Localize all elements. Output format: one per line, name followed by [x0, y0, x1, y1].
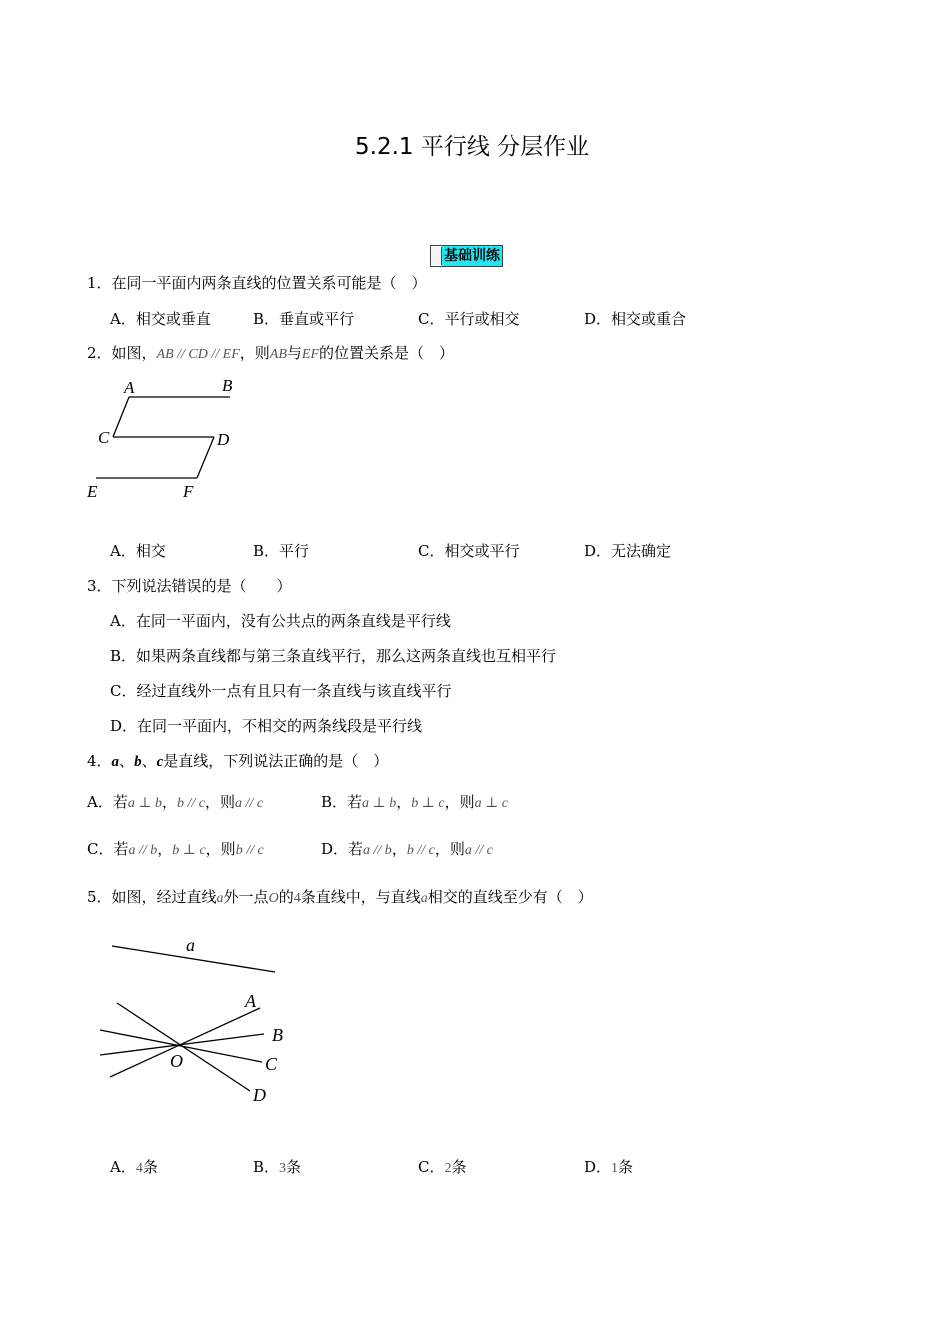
label-d: D: [217, 430, 230, 449]
q5-part-3: 的: [278, 888, 294, 906]
q2-option-c: C．相交或平行: [418, 542, 520, 560]
q4d-math-3: a // c: [464, 843, 493, 858]
q4d-sep-1: ，: [391, 840, 407, 858]
q4c-math-3: b // c: [235, 843, 264, 858]
q4d-math-1: a // b: [363, 843, 392, 858]
q5-part-2: 外一点: [223, 888, 269, 906]
label-f: F: [183, 482, 194, 501]
q1-option-a: A．相交或垂直: [110, 310, 211, 328]
q4c-sep-2: ，则: [205, 840, 236, 858]
label-b: B: [222, 376, 233, 395]
section-label: 基础训练: [444, 248, 500, 264]
q5c-label: C．: [418, 1158, 445, 1176]
question-3-stem: 3．下列说法错误的是（ ）: [87, 577, 292, 595]
q4a-math-2: b // c: [177, 796, 206, 811]
label-a: A: [124, 378, 135, 397]
q4c-sep-1: ，: [157, 840, 173, 858]
q3-option-a: A．在同一平面内，没有公共点的两条直线是平行线: [110, 612, 451, 630]
q4a-label: A．若: [87, 793, 128, 811]
label-point-b: B: [272, 1025, 283, 1045]
q5d-unit: 条: [618, 1158, 634, 1176]
q2-option-d: D．无法确定: [584, 542, 672, 560]
q2-math-ef: EF: [301, 347, 320, 362]
q2-suffix: 的位置关系是（ ）: [319, 344, 455, 362]
q5a-label: A．: [110, 1158, 136, 1176]
q5-option-b: [253, 1156, 301, 1177]
section-marker: [431, 247, 442, 265]
q4-stem-tail: 是直线，下列说法正确的是（ ）: [163, 752, 389, 770]
q5-option-a: [110, 1156, 158, 1177]
q5-part-4: 条直线中，与直线: [300, 888, 421, 906]
q4a-math-3: a // c: [235, 796, 264, 811]
q2-option-b: B．平行: [253, 542, 310, 560]
line-oa: [110, 1008, 260, 1077]
label-c: C: [98, 428, 110, 447]
q5d-number: 1: [611, 1161, 619, 1176]
q4-var-c: c: [156, 754, 164, 770]
q5-math-o: O: [268, 891, 279, 906]
page-title: 5.2.1 平行线 分层作业: [355, 134, 590, 160]
q5b-unit: 条: [286, 1158, 302, 1176]
q4-var-b: b: [134, 754, 142, 770]
q4-number: 4．: [87, 752, 112, 770]
q5-math-a: a: [216, 891, 224, 906]
q5-part-5: 相交的直线至少有（ ）: [427, 888, 593, 906]
q3-option-d: D．在同一平面内，不相交的两条线段是平行线: [110, 717, 423, 735]
question-1-stem: 1．在同一平面内两条直线的位置关系可能是（ ）: [87, 274, 427, 292]
q4c-math-2: b ⊥ c: [172, 843, 206, 858]
q5b-number: 3: [279, 1161, 287, 1176]
label-point-a: A: [245, 991, 256, 1011]
q4a-sep-2: ，则: [205, 793, 236, 811]
q2-and: 与: [286, 344, 302, 362]
line-df: [197, 437, 214, 478]
q4b-sep-2: ，则: [444, 793, 475, 811]
question-2-stem: [87, 342, 454, 363]
label-point-d: D: [253, 1085, 266, 1105]
q5-option-d: [584, 1156, 633, 1177]
q4-option-d: [321, 838, 493, 859]
q4a-sep-1: ，: [162, 793, 178, 811]
q2-figure: [80, 370, 260, 505]
q3-option-c: C．经过直线外一点有且只有一条直线与该直线平行: [110, 682, 452, 700]
q1-option-b: B．垂直或平行: [253, 310, 355, 328]
q4c-math-1: a // b: [128, 843, 158, 858]
q5-figure: [90, 925, 300, 1110]
q4c-label: C．若: [87, 840, 129, 858]
q2-math-ab: AB: [269, 347, 287, 362]
q4a-math-1: a ⊥ b: [127, 796, 163, 811]
label-point-o: O: [170, 1051, 183, 1071]
q5a-number: 4: [135, 1161, 143, 1176]
q2-math-parallel: AB // CD // EF: [156, 347, 240, 362]
q5-math-4: 4: [293, 891, 301, 906]
q4d-sep-2: ，则: [434, 840, 465, 858]
q4b-sep-1: ，: [396, 793, 412, 811]
q2-mid: ，则: [239, 344, 270, 362]
q5-math-a-2: a: [420, 891, 428, 906]
line-ac: [113, 397, 129, 437]
q5d-label: D．: [584, 1158, 612, 1176]
q4-sep-1: 、: [119, 752, 135, 770]
q4-var-a: a: [111, 754, 120, 770]
question-5-stem: [87, 886, 593, 907]
q5c-number: 2: [444, 1161, 452, 1176]
label-e: E: [87, 482, 98, 501]
q5c-unit: 条: [451, 1158, 467, 1176]
q2-prefix: 2．如图，: [87, 344, 157, 362]
q4b-math-1: a ⊥ b: [362, 796, 397, 811]
q1-option-d: D．相交或重合: [584, 310, 687, 328]
q5b-label: B．: [253, 1158, 280, 1176]
q4b-math-3: a ⊥ c: [474, 796, 509, 811]
q4b-math-2: b ⊥ c: [411, 796, 445, 811]
section-header: [430, 245, 503, 267]
q4d-math-2: b // c: [406, 843, 435, 858]
line-od: [117, 1003, 250, 1091]
q2-option-a: A．相交: [110, 542, 166, 560]
q5-option-c: [418, 1156, 467, 1177]
q4-option-c: [87, 838, 264, 859]
q3-option-b: B．如果两条直线都与第三条直线平行，那么这两条直线也互相平行: [110, 647, 557, 665]
q5a-unit: 条: [142, 1158, 158, 1176]
q1-option-c: C．平行或相交: [418, 310, 520, 328]
q4-option-b: [321, 791, 508, 812]
q4-sep-2: 、: [141, 752, 157, 770]
label-line-a: a: [186, 935, 195, 955]
label-point-c: C: [265, 1054, 278, 1074]
q4-option-a: [87, 791, 263, 812]
question-4-stem: [87, 750, 388, 771]
q4d-label: D．若: [321, 840, 364, 858]
q4b-label: B．若: [321, 793, 363, 811]
q5-part-1: 5．如图，经过直线: [87, 888, 217, 906]
